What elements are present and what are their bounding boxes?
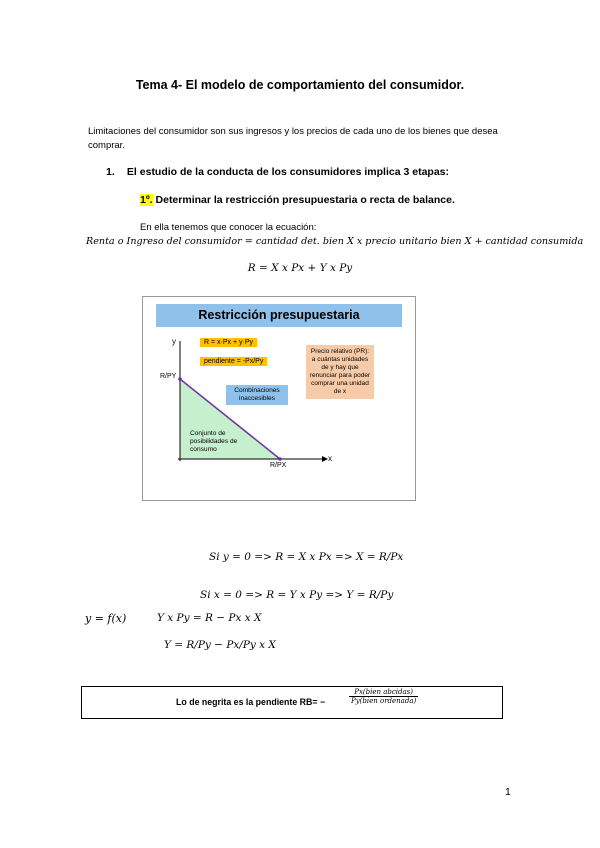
substep-1-heading [140,194,455,206]
intro-paragraph: Limitaciones del consumidor son sus ingresos y los precios de cada uno de los bienes que desea comprar. [88,126,498,151]
slope-note-fraction [349,688,418,705]
slope-note-text: Lo de negrita es la pendiente RB= − [176,697,326,707]
x-intercept-label: R/PX [270,462,287,469]
unattainable-box: Combinaciones inaccesibles [226,385,288,405]
equation-x-zero: Si x = 0 => R = Y x Py => Y = R/Py [200,589,394,601]
slope-note-numerator: Px(bien abcidas) [349,688,418,697]
equation-solve-1: Y x Py = R − Px x X [157,612,262,624]
x-intercept-point [278,457,282,461]
slope-box: pendiente = -Px/Py [200,357,267,366]
figure-title: Restricción presupuestaria [156,304,402,327]
equation-solve-2: Y = R/Py − Px/Py x X [164,639,276,651]
feasible-label: Conjunto de posibilidades de consumo [190,430,238,453]
equation-function: y = f(x) [85,612,127,625]
equation-intro: En ella tenemos que conocer la ecuación: [140,222,317,233]
step-1-heading [106,166,449,178]
step-1-number: 1. [106,166,115,178]
y-intercept-label: R/PY [160,373,177,380]
equation-y-zero: Si y = 0 => R = X x Px => X = R/Px [209,551,404,563]
substep-1-label: 1º. [140,194,153,206]
axis-y-label: y [172,337,176,346]
axis-x-label: x [328,454,332,463]
y-intercept-point [178,377,182,381]
equation-long: Renta o Ingreso del consumidor = cantidad det. bien X x precio unitario bien X + cantidad consumida [86,236,584,247]
relative-price-box: Precio relativo (PR): a cuántas unidades de y hay que renunciar para poder comprar una unidad de x [306,345,374,399]
step-1-text: El estudio de la conducta de los consumidores implica 3 etapas: [126,166,450,178]
slope-note-denominator: Py(bien ordenada) [351,697,417,705]
page-title: Tema 4- El modelo de comportamiento del consumidor. [135,78,465,92]
page-number: 1 [505,786,511,798]
substep-1-text: Determinar la restricción presupuestaria o recta de balance. [155,194,455,206]
formula-box: R = x·Px + y·Py [200,338,257,347]
equation-r: R = X x Px + Y x Py [247,262,353,274]
